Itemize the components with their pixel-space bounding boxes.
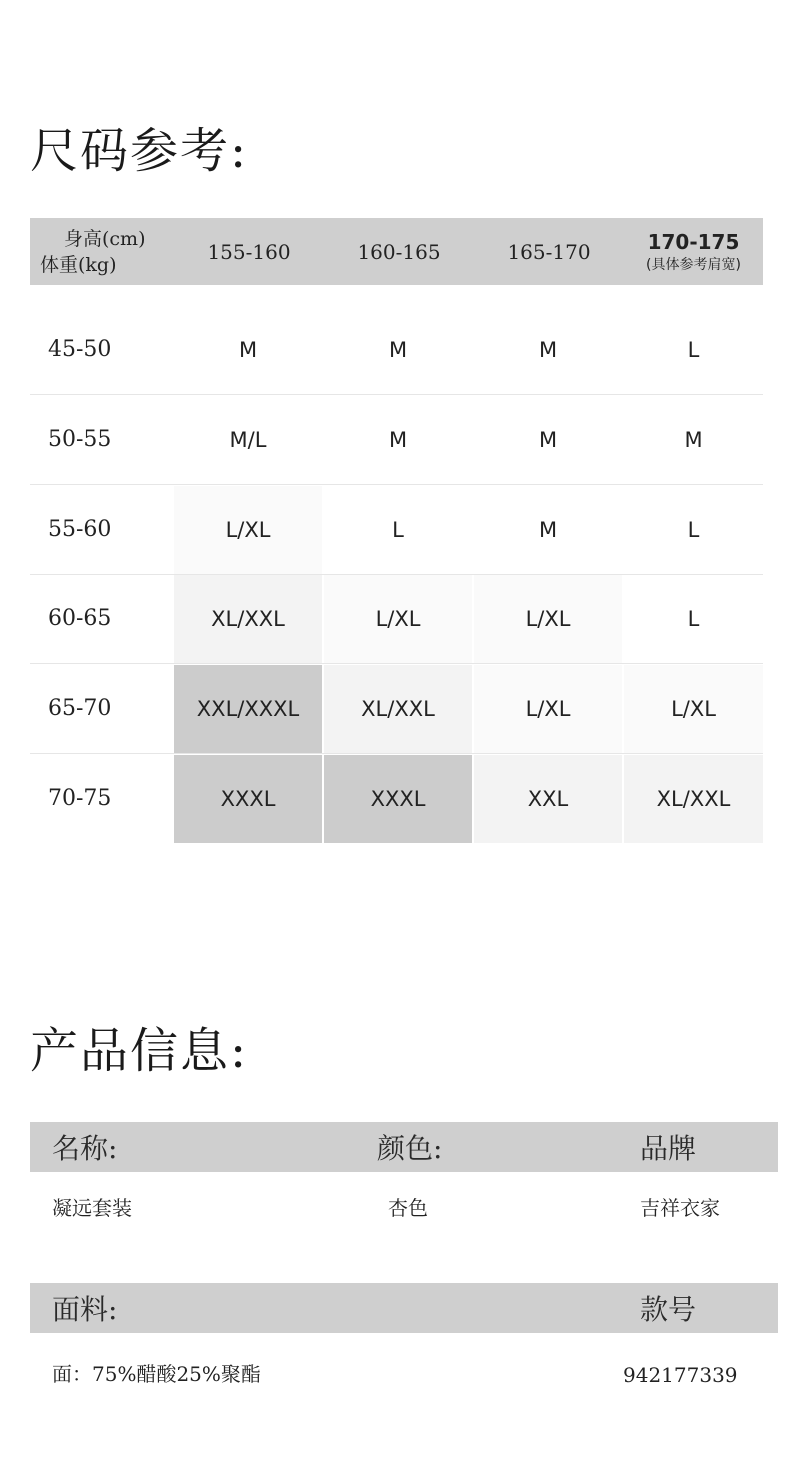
size-chart-header: [30, 218, 763, 285]
size-cell: L: [392, 518, 404, 542]
weight-axis-label: 体重(kg): [40, 253, 117, 276]
weight-range-label: 50-55: [48, 426, 112, 452]
color-value: 杏色: [388, 1196, 428, 1220]
height-axis-label: 身高(cm): [64, 227, 146, 250]
fabric-value: 面：75%醋酸25%聚酯: [52, 1362, 261, 1386]
size-chart-row: [30, 306, 763, 395]
height-column-header: [324, 218, 474, 285]
size-cell: L/XL: [324, 575, 472, 663]
size-cell: M: [388, 428, 408, 452]
size-chart-row: [30, 755, 763, 844]
color-label: 颜色:: [377, 1132, 443, 1165]
size-cell: XXL/XXXL: [174, 665, 322, 753]
weight-range-label: 60-65: [48, 605, 112, 631]
size-cell: L/XL: [174, 486, 322, 574]
size-cell: XXXL: [174, 755, 322, 843]
size-cell: M: [238, 338, 258, 362]
row-divider: [30, 663, 763, 664]
row-divider: [30, 394, 763, 395]
height-column-note: (具体参考肩宽): [646, 256, 741, 273]
size-cell: L/XL: [624, 665, 763, 753]
product-info-header-bar-1: [30, 1122, 778, 1172]
size-chart-row: [30, 486, 763, 575]
size-cell: XL/XXL: [174, 575, 322, 663]
row-divider: [30, 484, 763, 485]
size-cell: XXXL: [324, 755, 472, 843]
height-column-label: 155-160: [207, 239, 291, 264]
height-column-label: 170-175: [647, 229, 740, 254]
height-column-header: [624, 218, 763, 285]
height-column-label: 165-170: [507, 239, 591, 264]
size-cell: M: [388, 338, 408, 362]
product-info-title: 产品信息:: [30, 1023, 249, 1079]
row-divider: [30, 753, 763, 754]
header-corner: [30, 218, 174, 285]
name-label: 名称:: [52, 1132, 118, 1165]
fabric-label: 面料:: [52, 1293, 118, 1326]
height-column-header: [174, 218, 324, 285]
height-column-header: [474, 218, 624, 285]
weight-range-label: 70-75: [48, 785, 112, 811]
size-cell: L: [687, 607, 700, 631]
brand-label: 品牌: [640, 1132, 697, 1165]
product-info-header-bar-2: [30, 1283, 778, 1333]
size-cell: L/XL: [474, 575, 622, 663]
size-chart-row: [30, 665, 763, 754]
style-number-value: 942177339: [623, 1363, 738, 1387]
size-cell: XL/XXL: [624, 755, 763, 843]
weight-range-label: 45-50: [48, 336, 112, 362]
size-cell: M: [684, 428, 703, 452]
brand-value: 吉祥衣家: [640, 1196, 720, 1220]
style-number-label: 款号: [640, 1293, 697, 1326]
size-cell: L/XL: [474, 665, 622, 753]
size-cell: M/L: [229, 428, 267, 452]
weight-range-label: 55-60: [48, 516, 112, 542]
size-cell: L: [687, 338, 700, 362]
size-chart-title: 尺码参考:: [30, 123, 249, 179]
size-chart-table: [30, 218, 763, 811]
size-cell: XL/XXL: [324, 665, 472, 753]
size-cell: M: [538, 428, 558, 452]
size-cell: M: [538, 338, 558, 362]
weight-range-label: 65-70: [48, 695, 112, 721]
name-value: 凝远套装: [52, 1196, 132, 1220]
size-cell: L: [687, 518, 700, 542]
height-column-label: 160-165: [357, 239, 441, 264]
size-cell: M: [538, 518, 558, 542]
size-chart-row: [30, 396, 763, 485]
size-cell: XXL: [474, 755, 622, 843]
size-chart-row: [30, 575, 763, 664]
